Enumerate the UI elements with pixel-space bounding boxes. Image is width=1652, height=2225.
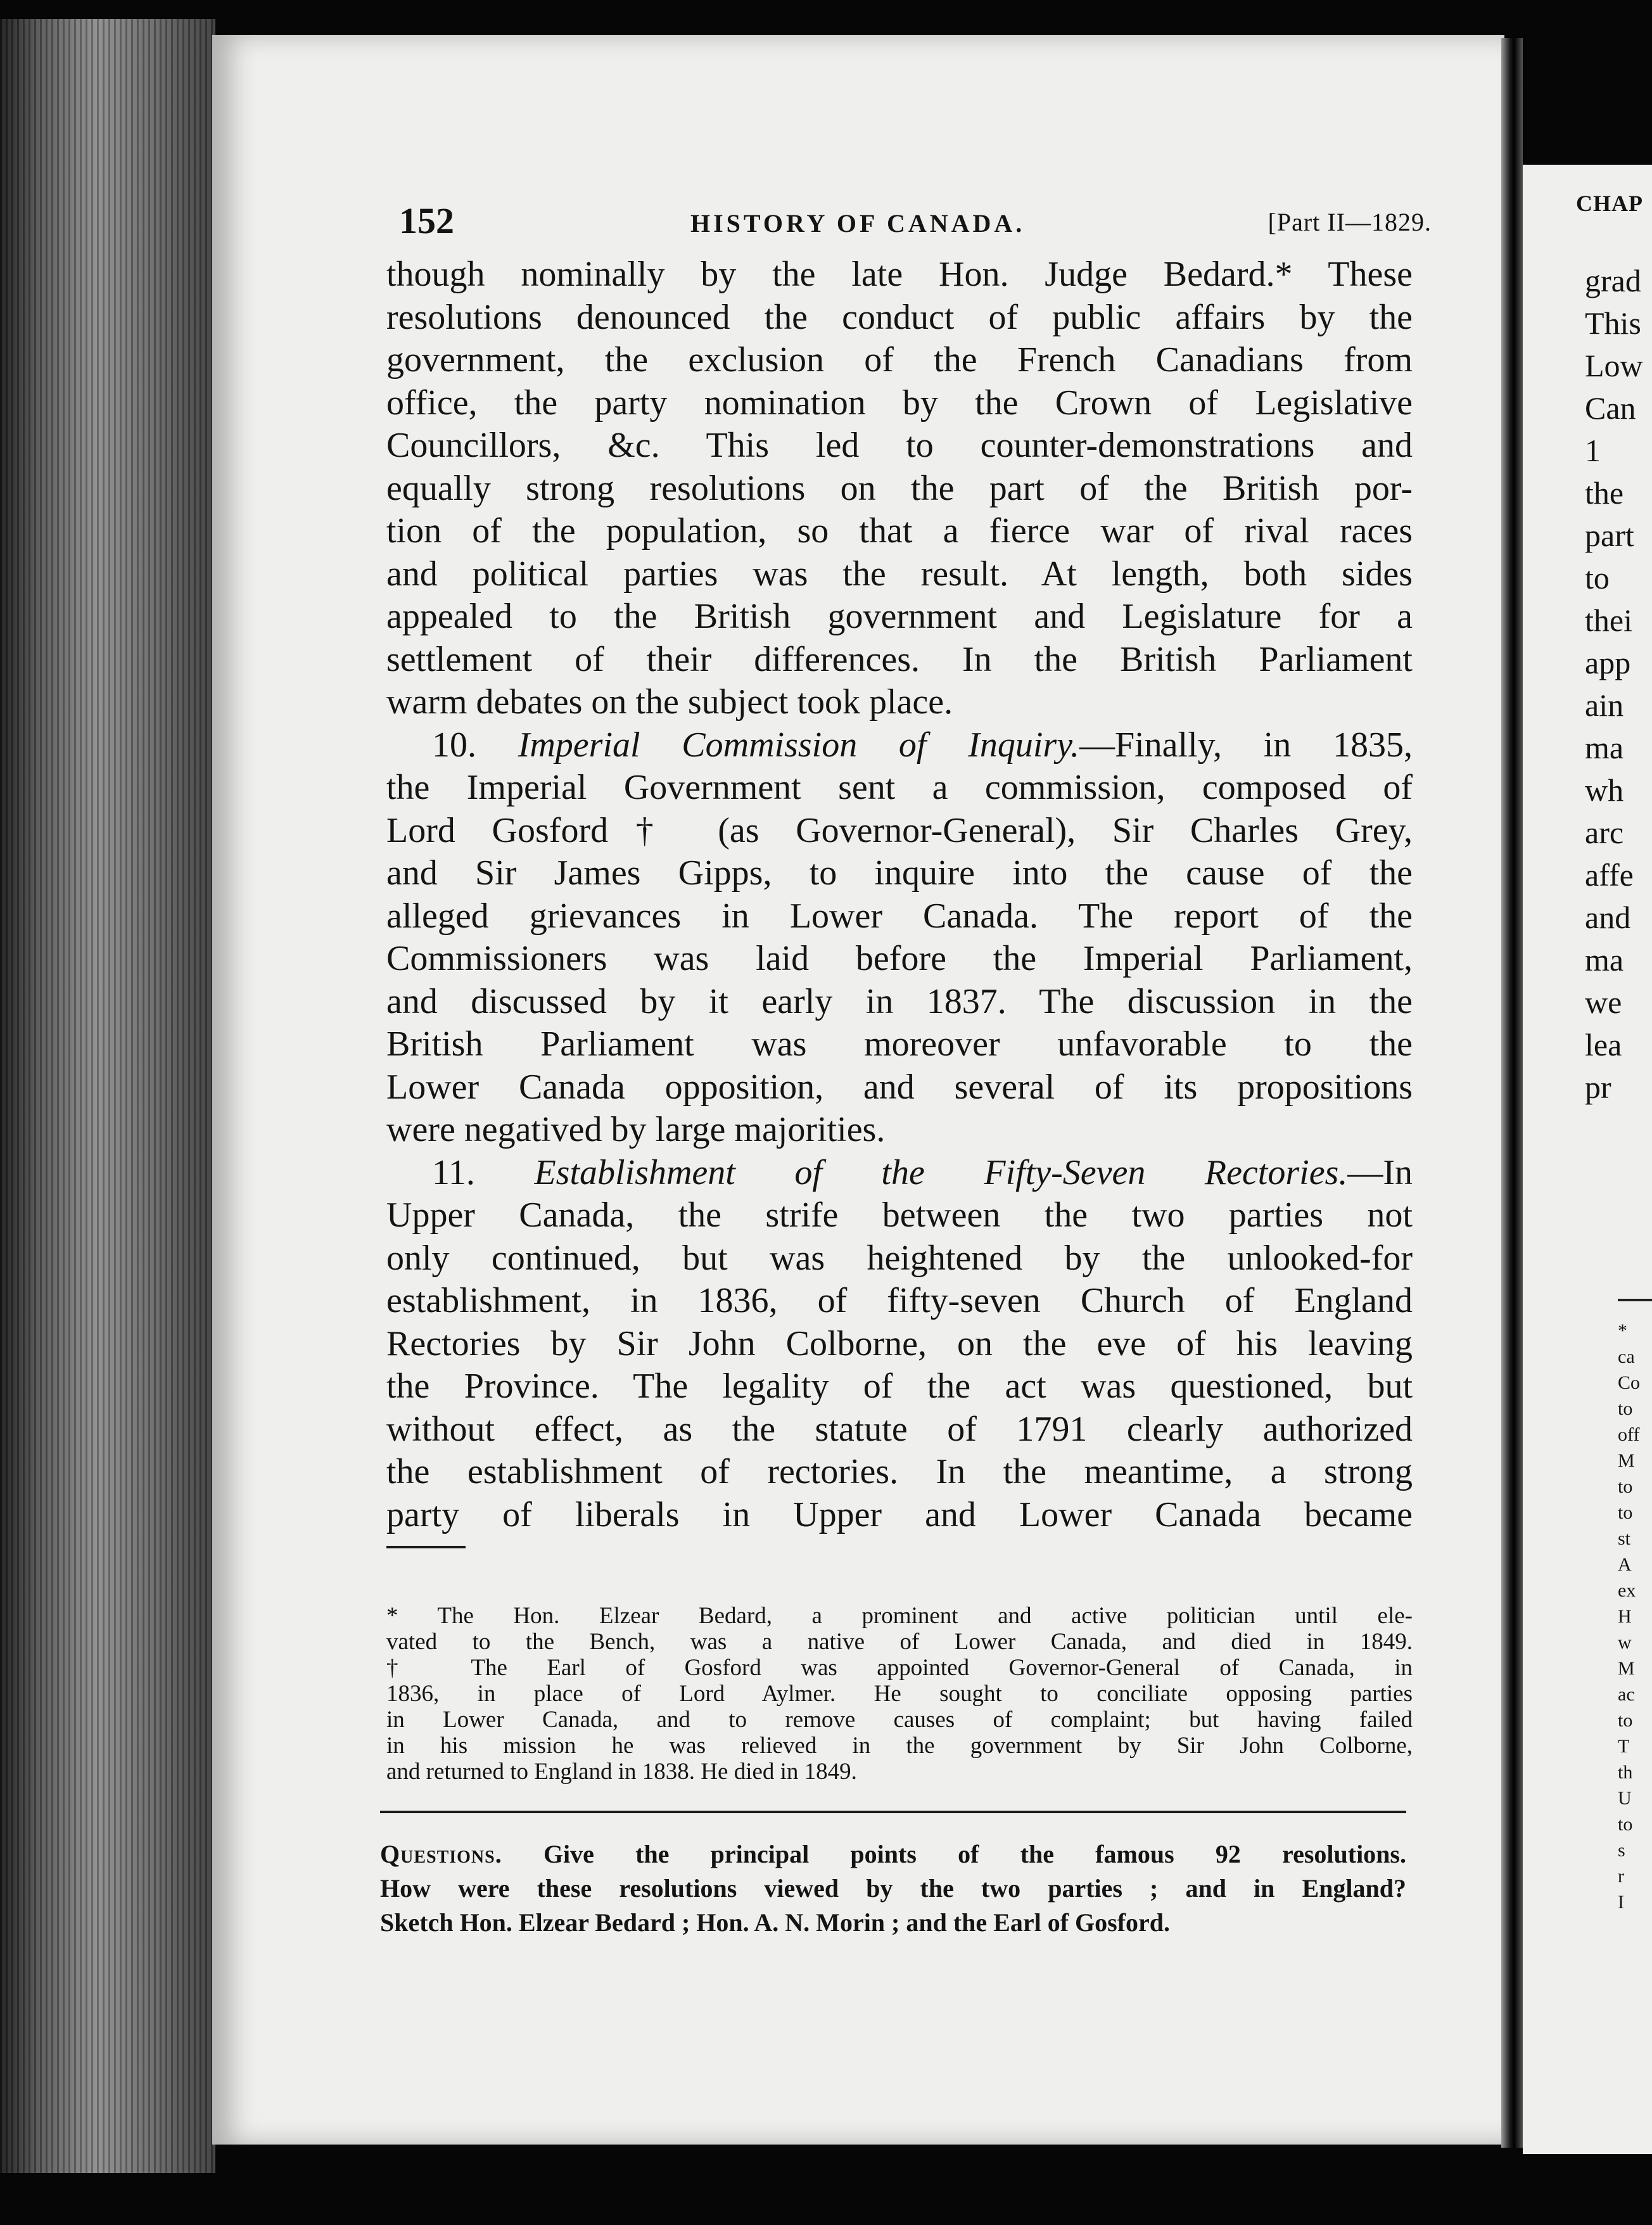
text-line: appealed to the British government and Legislature for a — [386, 597, 1413, 636]
running-head — [399, 200, 1432, 244]
book-gutter — [1501, 38, 1523, 2148]
text-line: Councillors, &c. This led to counter-demonstrations and — [386, 426, 1413, 465]
questions-label: Questions. — [380, 1840, 502, 1868]
text-line: and Sir James Gipps, to inquire into the cause of the — [386, 853, 1413, 893]
facing-page-footnote-line: A — [1618, 1554, 1632, 1575]
text-line: government, the exclusion of the French Canadians from — [386, 340, 1413, 379]
text-line: the Imperial Government sent a commission, composed of — [386, 768, 1413, 807]
text-line: alleged grievances in Lower Canada. The report of the — [386, 896, 1413, 936]
paragraph-continued — [386, 253, 1413, 724]
facing-page-line: the — [1585, 475, 1624, 511]
page-number: 152 — [399, 200, 454, 241]
facing-page-footnote-line: r — [1618, 1866, 1624, 1887]
section-11-heading — [386, 1152, 1413, 1195]
text-line: and discussed by it early in 1837. The discussion in the — [386, 981, 1413, 1021]
questions-text: Give the principal points of the famous 92 resolutions. — [543, 1840, 1406, 1868]
text-line: warm debates on the subject took place. — [386, 682, 953, 722]
section-title: Establishment of the Fifty-Seven Rectories. — [534, 1152, 1348, 1192]
section-11-body — [386, 1194, 1413, 1536]
section-11 — [386, 1152, 1413, 1537]
facing-page-footnote-line: off — [1618, 1424, 1640, 1445]
facing-page-footnote-line: * — [1618, 1320, 1627, 1341]
text-line: the Province. The legality of the act was questioned, but — [386, 1367, 1413, 1406]
facing-page-line: wh — [1585, 772, 1624, 808]
facing-page-line: Low — [1585, 348, 1643, 383]
facing-page-footnote-line: to — [1618, 1398, 1633, 1419]
facing-page-footnote-line: ca — [1618, 1346, 1635, 1367]
facing-page-footnote-line: th — [1618, 1762, 1633, 1783]
footnotes — [386, 1603, 1413, 1785]
text-line: Rectories by Sir John Colborne, on the eve of his leaving — [386, 1323, 1413, 1363]
facing-page-footnote-line: to — [1618, 1476, 1633, 1497]
facing-page-footnote-line: H — [1618, 1606, 1632, 1627]
facing-page-footnote-line: I — [1618, 1892, 1624, 1913]
facing-page-line: and — [1585, 900, 1631, 935]
facing-page-footnote-line: ac — [1618, 1684, 1635, 1705]
facing-page-rule — [1618, 1299, 1652, 1301]
facing-page-footnote-line: M — [1618, 1658, 1635, 1679]
facing-page-footnote-line: to — [1618, 1814, 1633, 1835]
facing-page-line: This — [1585, 305, 1641, 341]
text-line: only continued, but was heightened by the unlooked-for — [386, 1238, 1413, 1278]
section-10 — [386, 724, 1413, 1152]
footnote-line: * The Hon. Elzear Bedard, a prominent and active politician until ele- — [386, 1603, 1413, 1629]
facing-page-line: 1 — [1585, 433, 1601, 468]
text-line: settlement of their differences. In the British Parliament — [386, 639, 1413, 679]
facing-page-line: arc — [1585, 815, 1624, 850]
text-line: Upper Canada, the strife between the two parties not — [386, 1195, 1413, 1235]
part-label: [Part II—1829. — [1268, 208, 1432, 236]
body-text — [386, 253, 1413, 1536]
section-number: 10. — [432, 725, 476, 765]
running-title: HISTORY OF CANADA. — [690, 209, 1026, 238]
facing-page-footnote-line: to — [1618, 1502, 1633, 1523]
facing-page-footnote-line: T — [1618, 1736, 1630, 1757]
text-line: Commissioners was laid before the Imperial Parliament, — [386, 939, 1413, 978]
text-line: Lower Canada opposition, and several of its propositions — [386, 1067, 1413, 1107]
questions-rule — [380, 1811, 1406, 1813]
text-line: were negatived by large majorities. — [386, 1110, 886, 1149]
text-line: establishment, in 1836, of fifty-seven Church of England — [386, 1281, 1413, 1320]
footnote-line: and returned to England in 1838. He died in 1849. — [386, 1759, 857, 1785]
section-number: 11. — [432, 1152, 475, 1192]
text-line: equally strong resolutions on the part of the British por- — [386, 468, 1413, 508]
facing-page-line: part — [1585, 518, 1634, 553]
text-line: resolutions denounced the conduct of public affairs by the — [386, 297, 1413, 337]
facing-page-fragment — [1523, 165, 1652, 2154]
footnote-line: in Lower Canada, and to remove causes of complaint; but having failed — [386, 1707, 1413, 1733]
facing-page-line: ain — [1585, 687, 1624, 723]
facing-page-footnote-line: st — [1618, 1528, 1631, 1549]
facing-page-line: ma — [1585, 942, 1624, 978]
footnote-line: in his mission he was relieved in the government by Sir John Colborne, — [386, 1733, 1413, 1759]
text-line: without effect, as the statute of 1791 clearly authorized — [386, 1409, 1413, 1449]
text-line: and political parties was the result. At length, both sides — [386, 554, 1413, 594]
section-10-heading — [386, 724, 1413, 767]
text-line: Lord Gosford† (as Governor-General), Sir Charles Grey, — [386, 810, 1413, 850]
text-line: British Parliament was moreover unfavorable to the — [386, 1024, 1413, 1064]
facing-page-footnote-line: w — [1618, 1632, 1632, 1653]
facing-page-footnote-line: M — [1618, 1450, 1635, 1471]
section-heading-rest: —Finally, in 1835, — [1079, 725, 1413, 765]
facing-page-line: app — [1585, 645, 1631, 680]
facing-page-line: lea — [1585, 1027, 1622, 1062]
facing-page-line: we — [1585, 985, 1622, 1020]
text-line: tion of the population, so that a fierce war of rival races — [386, 511, 1413, 551]
text-line: the establishment of rectories. In the meantime, a strong — [386, 1452, 1413, 1491]
text-line: party of liberals in Upper and Lower Canada became — [386, 1495, 1413, 1534]
facing-page-line: ma — [1585, 730, 1624, 765]
facing-page-line: Can — [1585, 390, 1636, 426]
questions — [380, 1837, 1406, 1940]
facing-page-footnotes — [1618, 1318, 1640, 1915]
footnote-line: † The Earl of Gosford was appointed Governor-General of Canada, in — [386, 1655, 1413, 1681]
facing-page-lines — [1585, 260, 1643, 1109]
section-10-body — [386, 767, 1413, 1152]
section-heading-rest: —In — [1347, 1152, 1413, 1192]
facing-page-footnote-line: s — [1618, 1840, 1625, 1861]
facing-page-line: thei — [1585, 602, 1632, 638]
questions-line-2: How were these resolutions viewed by the two parties ; and in England? — [380, 1874, 1406, 1903]
questions-line-1 — [380, 1837, 1406, 1871]
facing-page-line: affe — [1585, 857, 1634, 893]
facing-page-footnote-line: to — [1618, 1710, 1633, 1731]
facing-page-header: CHAP — [1576, 191, 1643, 216]
footnote-line: 1836, in place of Lord Aylmer. He sought to conciliate opposing parties — [386, 1681, 1413, 1707]
footnote-line: vated to the Bench, was a native of Lower Canada, and died in 1849. — [386, 1629, 1413, 1655]
facing-page-line: to — [1585, 560, 1610, 596]
section-title: Imperial Commission of Inquiry. — [518, 725, 1079, 765]
facing-page-footnote-line: U — [1618, 1788, 1632, 1809]
facing-page-line: grad — [1585, 263, 1641, 298]
facing-page-line: pr — [1585, 1069, 1611, 1105]
questions-line-3: Sketch Hon. Elzear Bedard ; Hon. A. N. Morin ; and the Earl of Gosford. — [380, 1908, 1171, 1937]
text-line: office, the party nomination by the Crown of Legislative — [386, 383, 1413, 423]
book-page-edges — [0, 19, 215, 2173]
text-line: though nominally by the late Hon. Judge Bedard.* These — [386, 255, 1413, 294]
footnote-rule — [386, 1546, 466, 1548]
facing-page-footnote-line: Co — [1618, 1372, 1641, 1393]
facing-page-footnote-line: ex — [1618, 1580, 1636, 1601]
